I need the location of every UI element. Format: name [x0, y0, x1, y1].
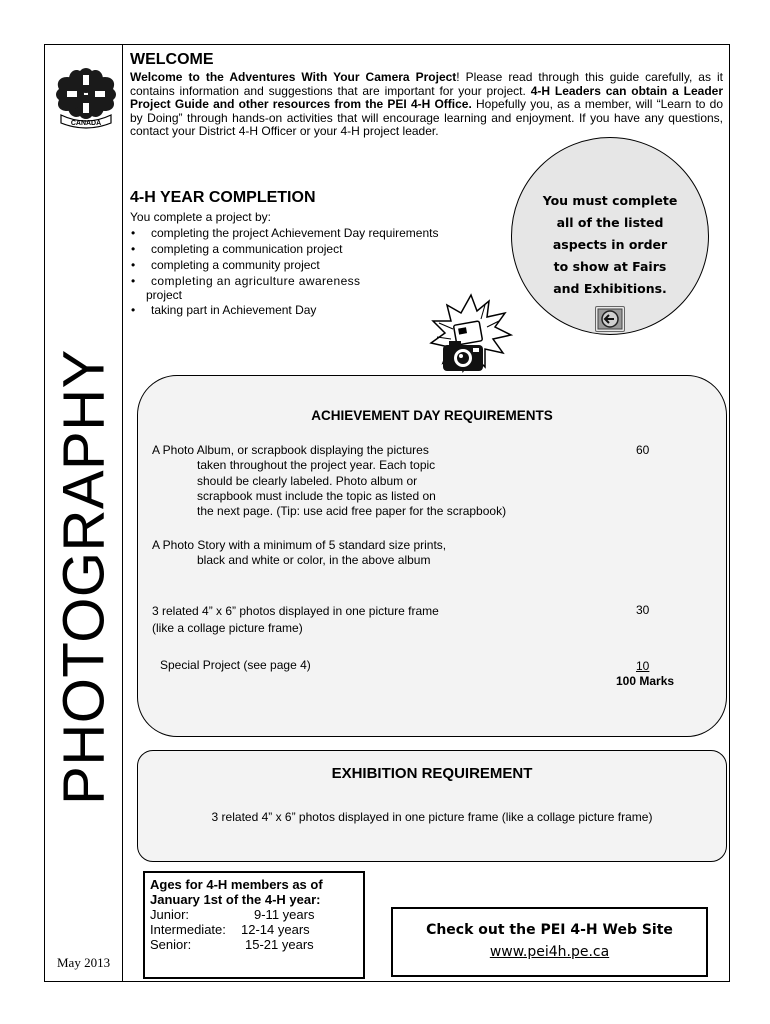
year-completion-title: 4-H YEAR COMPLETION: [130, 189, 316, 206]
notice-line: and Exhibitions.: [553, 281, 667, 296]
age-label: Junior:: [150, 907, 190, 922]
requirement-text: black and white or color, in the above album: [197, 553, 431, 568]
welcome-lead: Welcome to the Adventures With Your Camera Project: [130, 70, 457, 84]
clover-logo-icon: [55, 63, 117, 133]
album-marks: 60: [636, 443, 650, 457]
list-item-text: taking part in Achievement Day: [151, 303, 317, 317]
leader-guide-note: 4-H Leaders can obtain a Leader Project Guide and other resources from the PEI 4-H Office.: [130, 83, 723, 112]
ages-title: [150, 877, 363, 907]
date-label: May 2013: [57, 955, 111, 970]
notice-text: [512, 190, 708, 300]
ages-title-line: Ages for 4-H members as of: [150, 877, 323, 892]
list-item-text: completing a community project: [151, 258, 320, 272]
age-value: 9-11 years: [254, 907, 315, 922]
exhibition-box: [137, 750, 727, 862]
notice-line: You must complete: [542, 193, 678, 208]
document-page: [44, 44, 730, 982]
age-label: Intermediate:: [150, 922, 226, 937]
list-item-continuation: project: [146, 288, 183, 302]
achievement-day-box: [137, 375, 727, 737]
completion-notice-circle: [511, 137, 709, 335]
requirement-text: 3 related 4” x 6” photos displayed in one picture frame: [152, 604, 439, 618]
requirement-text: the next page. (Tip: use acid free paper for the scrapbook): [197, 504, 507, 519]
website-link[interactable]: www.pei4h.pe.ca: [489, 944, 610, 960]
welcome-lead-rest: ! Please read through this guide carefully, as it contains information and suggestions that are important for your project.: [130, 70, 723, 98]
ages-box: [143, 871, 365, 979]
exhibition-title: EXHIBITION REQUIREMENT: [331, 765, 533, 782]
welcome-paragraph: [130, 71, 723, 139]
age-value: 15-21 years: [245, 937, 314, 952]
requirement-text: scrapbook must include the topic as listed on: [197, 488, 436, 503]
age-label: Senior:: [150, 937, 192, 952]
frame-requirement: [152, 603, 439, 637]
notice-line: to show at Fairs: [553, 259, 667, 274]
back-button[interactable]: [595, 306, 625, 332]
requirement-text: (like a collage picture frame): [152, 621, 303, 635]
list-item: [130, 225, 510, 241]
list-item: [130, 257, 510, 273]
frame-marks: 30: [636, 603, 650, 617]
website-title: Check out the PEI 4-H Web Site: [426, 922, 673, 938]
age-row-senior: [150, 937, 363, 952]
requirement-text: should be clearly labeled. Photo album or: [197, 473, 418, 488]
notice-line: aspects in order: [552, 237, 668, 252]
requirement-text: A Photo Story with a minimum of 5 standard size prints,: [152, 538, 447, 552]
sidebar: [45, 45, 123, 981]
achievement-title: ACHIEVEMENT DAY REQUIREMENTS: [311, 408, 553, 423]
welcome-closing: Hopefully you, as a member, will “Learn to do by Doing” through hands-on activities that will encourage learning and enjoyment. If you have any questions, contact your District 4-H Officer or your 4-H project leader.: [130, 97, 723, 139]
list-item-text: completing the project Achievement Day requirements: [151, 226, 439, 240]
exhibition-text: 3 related 4” x 6” photos displayed in one picture frame (like a collage picture frame): [211, 810, 653, 824]
age-row-intermediate: [150, 922, 363, 937]
logo-banner-text: CANADA: [70, 120, 102, 127]
welcome-title: WELCOME: [130, 51, 214, 68]
vertical-title: PHOTOGRAPHY: [51, 349, 117, 805]
special-project-requirement: Special Project (see page 4): [160, 658, 311, 672]
age-row-junior: [150, 907, 363, 922]
camera-burst-icon: [425, 293, 515, 377]
requirement-text: A Photo Album, or scrapbook displaying the pictures: [152, 443, 429, 457]
list-item-text: completing a communication project: [151, 242, 343, 256]
age-value: 12-14 years: [241, 922, 310, 937]
photo-story-requirement: [152, 538, 446, 569]
notice-line: all of the listed: [556, 215, 664, 230]
list-item-text: completing an agriculture awareness: [151, 274, 361, 288]
total-marks: 100 Marks: [616, 674, 675, 688]
special-marks: 10: [636, 659, 650, 673]
requirement-text: taken throughout the project year. Each topic: [197, 458, 436, 473]
back-arrow-icon: [596, 307, 624, 331]
year-completion-intro: You complete a project by:: [130, 210, 271, 224]
website-box: [391, 907, 708, 977]
list-item: [130, 241, 510, 257]
photo-album-requirement: [152, 443, 506, 519]
ages-title-line: January 1st of the 4-H year:: [150, 892, 321, 907]
